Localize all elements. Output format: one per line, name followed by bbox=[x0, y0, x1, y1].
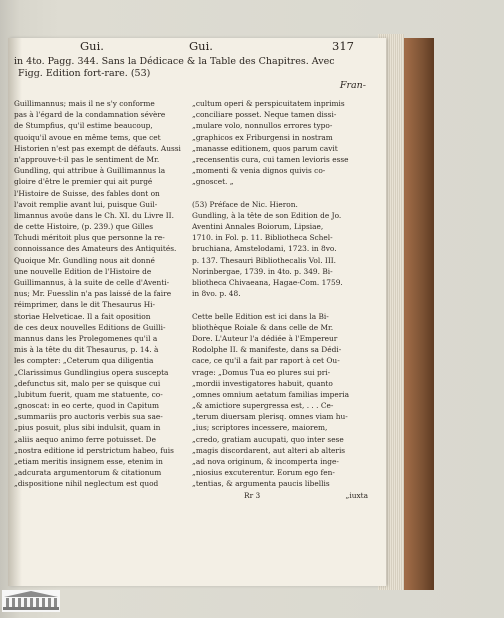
page-number: 317 bbox=[332, 39, 354, 53]
right-column-line: Cette belle Edition est ici dans la Bi- bbox=[192, 311, 329, 321]
right-column-line: „mulare volo, nonnullos errores typo- bbox=[192, 121, 333, 131]
left-column-line: Guillimannus; mais il ne s'y conforme bbox=[14, 99, 155, 108]
left-column-line: „gnoscat: in eo certe, quod in Capitum bbox=[14, 401, 160, 411]
intro-line-1: in 4to. Pagg. 344. Sans la Dédicace & la Table des Chapitres. Avec bbox=[14, 56, 335, 67]
right-column-line: „tentias, & argumenta paucis libellis bbox=[192, 479, 330, 489]
left-column bbox=[14, 98, 184, 490]
left-column-line: „defunctus sit, malo per se quisque cui bbox=[14, 378, 161, 388]
left-column-line: n'approuve-t-il pas le sentiment de Mr. bbox=[14, 154, 160, 164]
right-column-line: 1710. in Fol. p. 11. Bibliotheca Schel- bbox=[192, 233, 333, 243]
left-column-line: Gundling, qui attribue à Guillimannus la bbox=[14, 166, 166, 176]
right-column-line: „recensentis cura, cui tamen levioris esse bbox=[192, 154, 349, 164]
left-column-line: de cette Histoire, (p. 239.) que Gilles bbox=[14, 222, 153, 232]
right-column-line: bruchiana, Amstelodami, 1723. in 8vo. bbox=[192, 244, 337, 254]
left-column-line: de ces deux nouvelles Editions de Guilli- bbox=[14, 322, 166, 332]
library-building-icon bbox=[2, 590, 60, 612]
catchword: „iuxta bbox=[345, 490, 368, 500]
signature-mark: Rr 3 bbox=[244, 490, 261, 500]
left-column-line: nus; Mr. Fuesslin n'a pas laissé de la faire bbox=[14, 289, 172, 299]
right-column-line: bliotheca Chivaeana, Hagae-Com. 1759. bbox=[192, 278, 343, 287]
right-column-line: „conciliare posset. Neque tamen dissi- bbox=[192, 110, 337, 120]
left-column-line: „dispositione nihil neglectum est quod bbox=[14, 479, 159, 489]
left-column-line: „adcurata argumentorum & citationum bbox=[14, 468, 162, 478]
right-column-line: „credo, gratiam aucupati, quo inter sese bbox=[192, 434, 344, 444]
right-column-line: „gnoscet. „ bbox=[192, 177, 234, 187]
left-column-line: de Stumpfius, qu'il estime beaucoup, bbox=[14, 121, 153, 131]
right-column-line: Aventini Annales Boiorum, Lipsiae, bbox=[192, 222, 324, 232]
left-column-line: mis à la tête du dit Thesaurus, p. 14. à bbox=[14, 345, 159, 355]
right-column-line: „& amictiore supergressa est, . . . Ce- bbox=[192, 401, 334, 411]
running-head-left: Gui. bbox=[80, 39, 104, 53]
left-column-line: gloire d'être le premier qui ait purgé bbox=[14, 177, 153, 187]
left-column-line: l'Histoire de Suisse, des fables dont on bbox=[14, 188, 160, 198]
left-column-line: réimprimer, dans le dit Thesaurus Hi- bbox=[14, 300, 156, 310]
right-column-line: p. 137. Thesauri Bibliothecalis Vol. III. bbox=[192, 255, 337, 265]
right-column-line: „terum diuersam plerisq. omnes viam hu- bbox=[192, 412, 348, 422]
right-column-line: „niosius excuterentur. Eorum ego fen- bbox=[192, 468, 335, 478]
left-column-line: Guillimannus, à la suite de celle d'Aventi- bbox=[14, 278, 170, 287]
left-column-line: mannus dans les Prolegomenes qu'il a bbox=[14, 333, 158, 343]
paragraph-gap bbox=[192, 188, 372, 199]
intro-text bbox=[14, 56, 378, 92]
left-column-line: „pius posuit, plus sibi indulsit, quam in bbox=[14, 423, 161, 433]
intro-catchword: Fran- bbox=[339, 80, 366, 91]
left-column-line: les compter: „Ceterum qua diligentia bbox=[14, 356, 154, 366]
right-column-line: „ad nova originum, & incomperta inge- bbox=[192, 457, 339, 466]
left-column-line: „aliis aequo animo ferre potuisset. De bbox=[14, 434, 156, 444]
left-column-line: connoissance des Amateurs des Antiquités. bbox=[14, 244, 177, 254]
left-column-line: „etiam meritis insignem esse, etenim in bbox=[14, 457, 163, 466]
intro-line-2: Figg. Edition fort-rare. (53) bbox=[18, 68, 151, 79]
right-column-line: Norinbergae, 1739. in 4to. p. 349. Bi- bbox=[192, 266, 333, 276]
right-column bbox=[192, 98, 372, 501]
right-column-line: Dore. L'Auteur l'a dédiée à l'Empereur bbox=[192, 333, 338, 343]
right-column-line: Gundling, à la tête de son Edition de Jo. bbox=[192, 210, 342, 220]
right-column-line: „manasse editionem, quos parum cavit bbox=[192, 143, 338, 153]
right-column-line: „magis discordarent, aut alteri ab alteris bbox=[192, 445, 346, 455]
right-column-line: „mordii investigatores habuit, quanto bbox=[192, 378, 333, 388]
right-column-line: „momenti & venia dignos quivis co- bbox=[192, 166, 326, 176]
signature-line bbox=[192, 490, 372, 501]
right-column-line: Rodolphe II. & manifeste, dans sa Dédi- bbox=[192, 345, 342, 355]
left-column-line: pas à l'égard de la condamnation sévère bbox=[14, 110, 166, 120]
right-column-line: „omnes omnium aetatum familias imperia bbox=[192, 389, 350, 399]
paragraph-gap bbox=[192, 299, 372, 310]
left-column-line: une nouvelle Edition de l'Histoire de bbox=[14, 266, 152, 276]
right-column-line: vrage: „Domus Tua eo plures sui pri- bbox=[192, 367, 331, 377]
right-column-line: in 8vo. p. 48. bbox=[192, 289, 241, 299]
left-column-line: „lubitum fuerit, quam me statuente, co- bbox=[14, 389, 163, 399]
running-head-center: Gui. bbox=[189, 39, 213, 53]
right-column-line: „cultum operi & perspicuitatem inprimis bbox=[192, 99, 345, 108]
left-column-line: storiae Helveticae. Il a fait oposition bbox=[14, 311, 151, 321]
left-column-line: quoiqu'il avoue en même tems, que cet bbox=[14, 132, 161, 142]
right-column-line: „ius; scriptores incessere, maiorem, bbox=[192, 423, 328, 433]
left-column-line: Quoique Mr. Gundling nous ait donné bbox=[14, 255, 155, 265]
left-column-line: Tchudi méritoit plus que personne la re- bbox=[14, 233, 165, 243]
left-column-line: Historien n'est pas exempt de défauts. Aussi bbox=[14, 143, 181, 153]
library-logo bbox=[2, 590, 60, 612]
left-column-line: „Clarissimus Gundlingius opera suscepta bbox=[14, 367, 169, 377]
left-column-line: l'avoit remplie avant lui, puisque Guil- bbox=[14, 199, 158, 209]
right-column-line: „graphicos ex Friburgensi in nostram bbox=[192, 132, 333, 142]
right-column-line: (53) Préface de Nic. Hieron. bbox=[192, 199, 298, 209]
right-column-line: cace, ce qu'il a fait par raport à cet Ou- bbox=[192, 356, 340, 366]
left-column-line: „summariis pro auctoris verbis sua sae- bbox=[14, 412, 163, 422]
left-column-line: „nostra editione id perstrictum habeo, fuis bbox=[14, 445, 174, 455]
right-column-line: bliothèque Roiale & dans celle de Mr. bbox=[192, 322, 334, 332]
left-column-line: limannus avoüe dans le Ch. XI. du Livre II. bbox=[14, 210, 174, 220]
